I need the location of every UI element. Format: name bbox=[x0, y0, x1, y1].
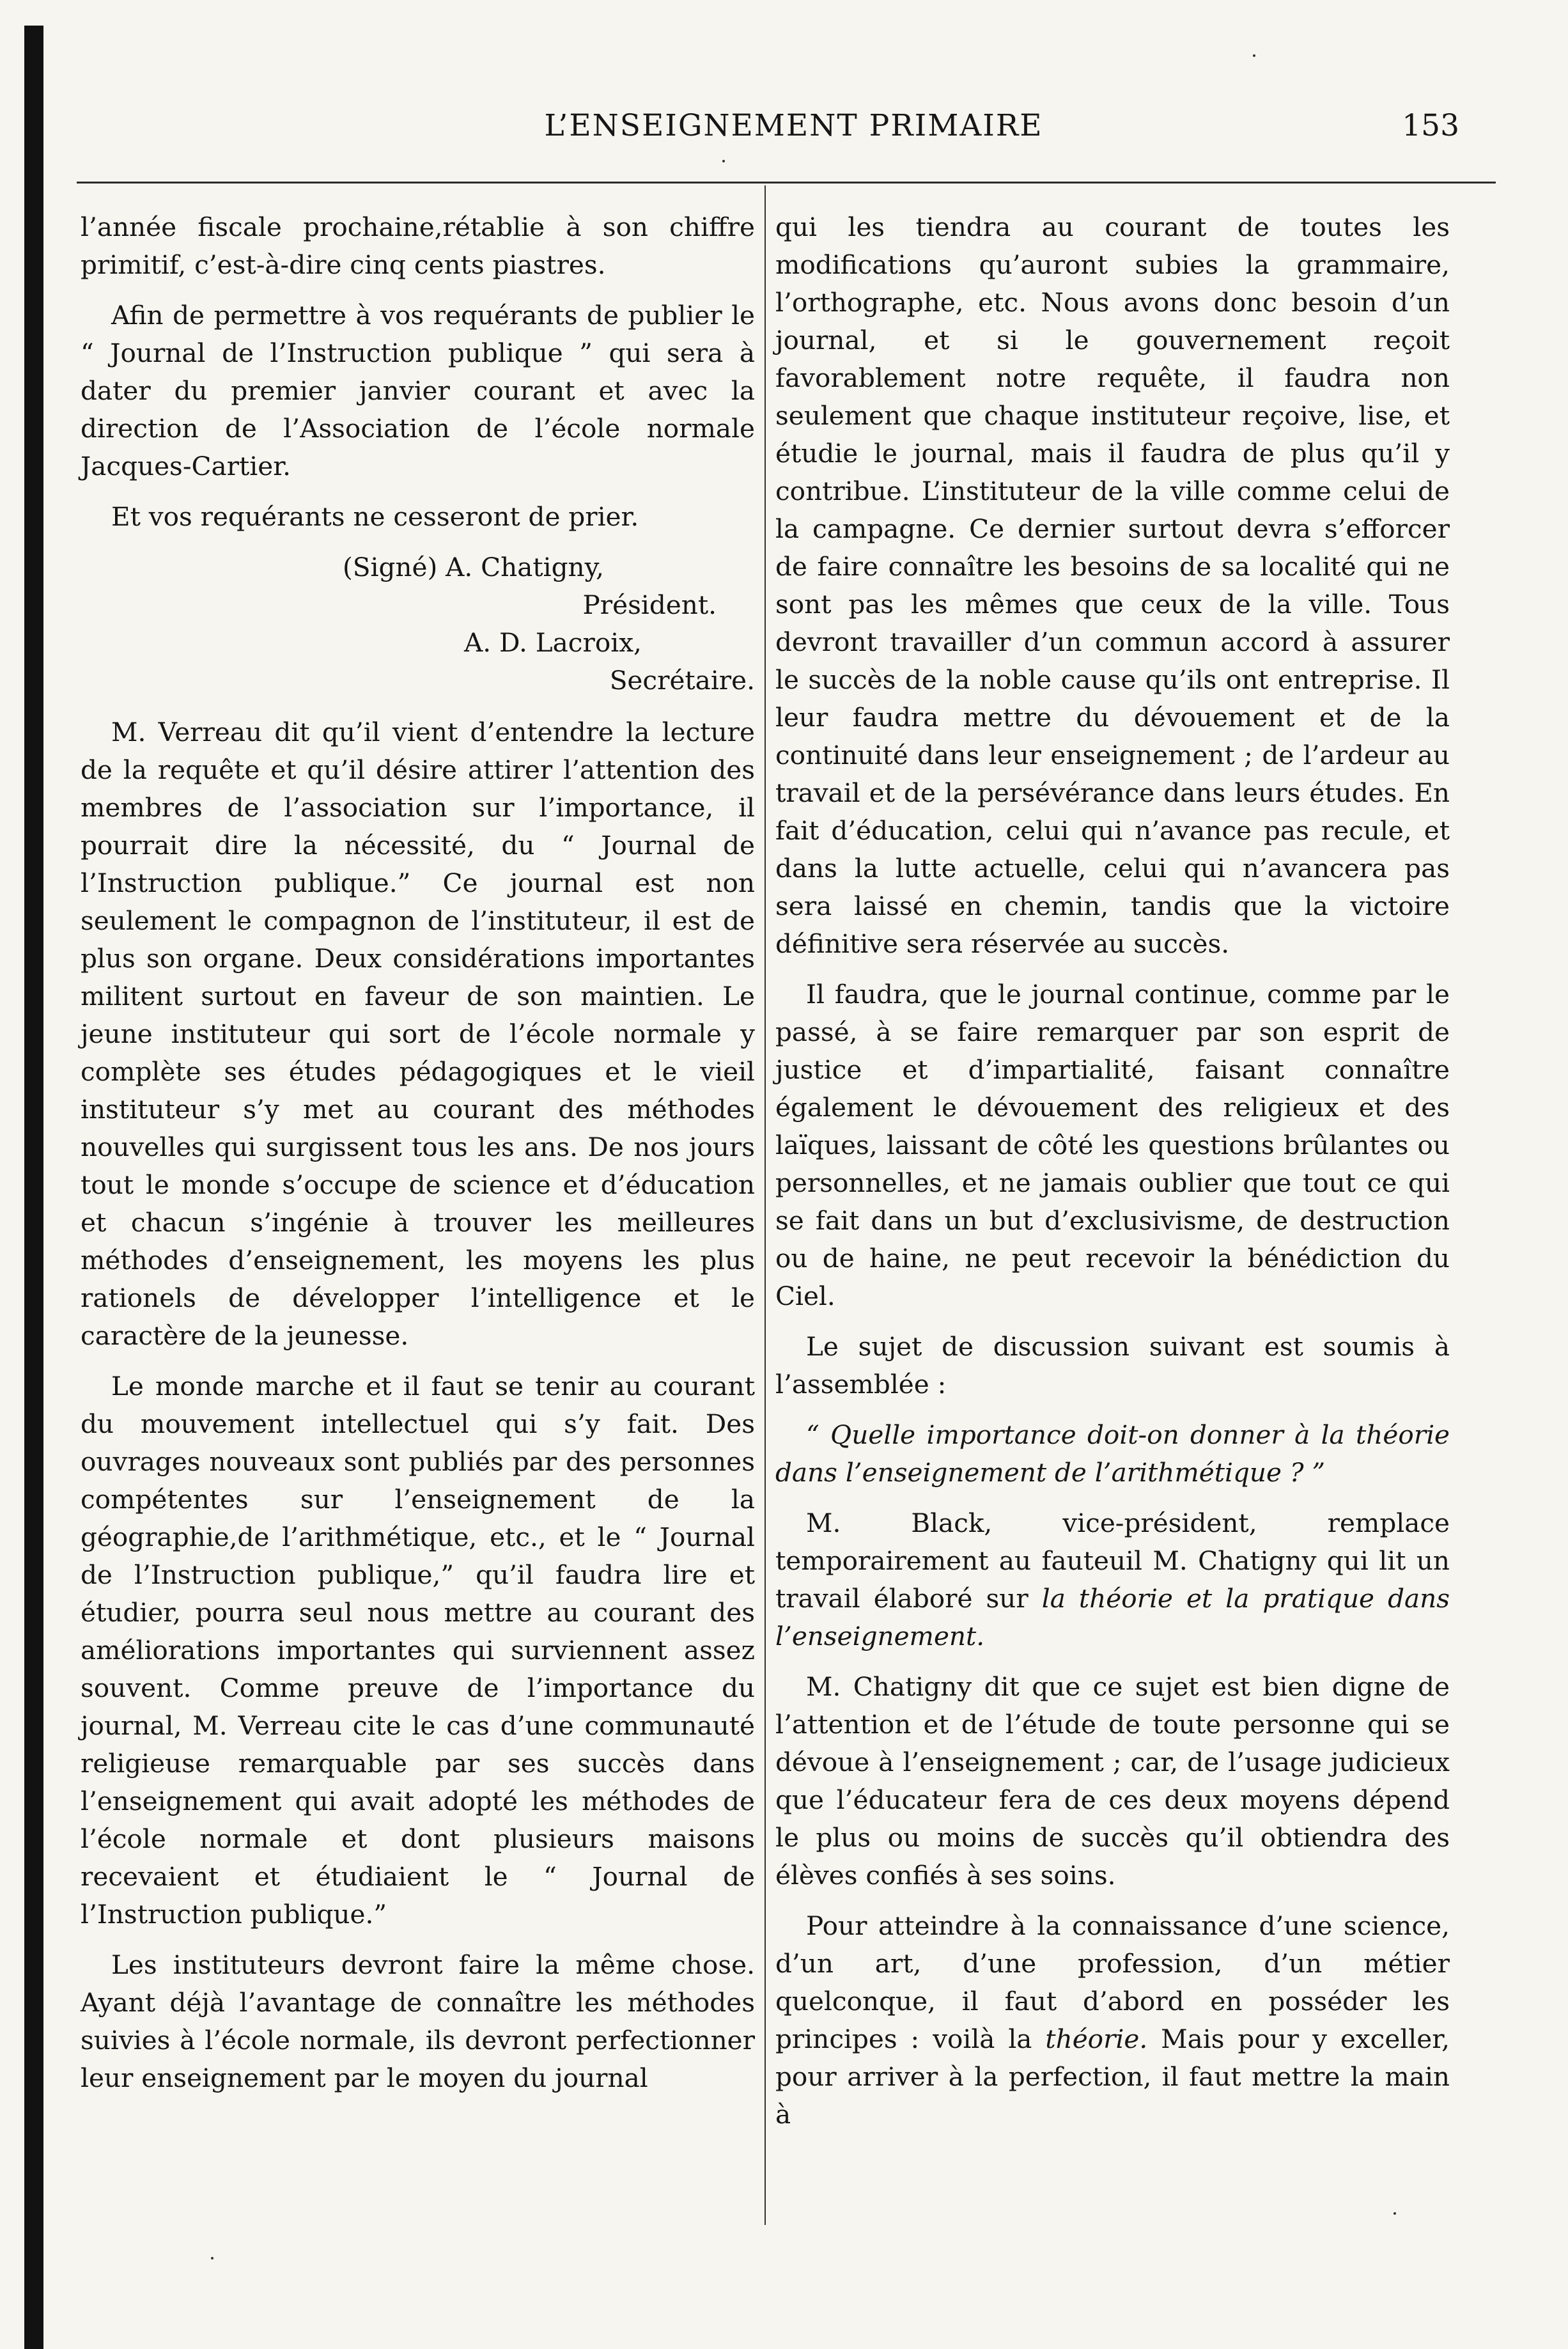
italic-run: la théorie et la pratique dans l’enseignement. bbox=[775, 1583, 1450, 1651]
paragraph: l’année fiscale prochaine,rétablie à son chiffre primitif, c’est-à-dire cinq cents piastres. bbox=[81, 212, 755, 280]
column-divider bbox=[765, 185, 766, 2225]
page-number: 153 bbox=[1402, 108, 1459, 143]
right-column bbox=[775, 208, 1450, 2146]
paragraph: Afin de permettre à vos requérants de publier le “ Journal de l’Instruction publique ” qui sera à dater du premier janvier courant et avec la direction de l’Association de l’école normale Jacques-Cartier. bbox=[81, 300, 755, 481]
text-run: M. Black, vice-président, remplace temporairement au fauteuil M. Chatigny qui lit un travail élaboré sur bbox=[775, 1508, 1450, 1614]
text-run: Mais pour y exceller, pour arriver à la perfection, il faut mettre la main à bbox=[775, 2024, 1450, 2130]
signature-title-secretaire: Secrétaire. bbox=[609, 665, 755, 696]
print-speck bbox=[1393, 2212, 1396, 2215]
paragraph: qui les tiendra au courant de toutes les modifications qu’auront subies la grammaire, l’orthographe, etc. Nous avons donc besoin d’un journal, et si le gouvernement reçoit favorablement notre requête, il faudra non seulement que chaque instituteur reçoive, lise, et étudie le journal, mais il faudra de plus qu’il y contribue. L’instituteur de la ville comme celui de la campagne. Ce dernier surtout devra s’efforcer de faire connaître les besoins de sa localité qui ne sont pas les mêmes que ceux de la ville. Tous devront travailler d’un commun accord à assurer le succès de la noble cause qu’ils ont entreprise. Il leur faudra mettre du dévouement et de la continuité dans leur enseignement ; de l’ardeur au travail et de la persévérance dans leurs études. En fait d’éducation, celui qui n’avance pas recule, et dans la lutte actuelle, celui qui n’avancera pas sera laissé en chemin, tandis que la victoire définitive sera réservée au succès. bbox=[775, 212, 1450, 959]
paragraph: Le monde marche et il faut se tenir au courant du mouvement intellectuel qui s’y fait. Des ouvrages nouveaux sont publiés par des personnes compétentes sur l’enseignement de la géographie,de l’arithmétique, etc., et le “ Journal de l’Instruction publique,” qu’il faudra lire et étudier, pourra seul nous mettre au courant des améliorations importantes qui surviennent assez souvent. Comme preuve de l’importance du journal, M. Verreau cite le cas d’une communauté religieuse remarquable par ses succès dans l’enseignement qui avait adopté les méthodes de l’école normale et dont plusieurs maisons recevaient et étudiaient le “ Journal de l’Instruction publique.” bbox=[81, 1371, 755, 1930]
paragraph: M. Chatigny dit que ce sujet est bien digne de l’attention et de l’étude de toute personne qui se dévoue à l’enseignement ; car, de l’usage judicieux que l’éducateur fera de ces deux moyens dépend le plus ou moins de succès qu’il obtiendra des élèves confiés à ses soins. bbox=[775, 1671, 1450, 1891]
signature-line-lacroix: A. D. Lacroix, bbox=[464, 627, 642, 658]
discussion-question: “ Quelle importance doit-on donner à la théorie dans l’enseignement de l’arithmétique ? ” bbox=[775, 1419, 1450, 1488]
signature-line-chatigny: (Signé) A. Chatigny, bbox=[343, 552, 604, 582]
running-title: L’ENSEIGNEMENT PRIMAIRE bbox=[544, 108, 1043, 143]
paragraph bbox=[775, 1907, 1450, 2134]
paragraph: M. Verreau dit qu’il vient d’entendre la lecture de la requête et qu’il désire attirer l’attention des membres de l’association sur l’importance, il pourrait dire la nécessité, du “ Journal de l’Instruction publique.” Ce journal est non seulement le compagnon de l’instituteur, il est de plus son organe. Deux considérations importantes militent surtout en faveur de son maintien. Le jeune instituteur qui sort de l’école normale y complète ses études pédagogiques et le vieil instituteur s’y met au courant des méthodes nouvelles qui surgissent tous les ans. De nos jours tout le monde s’occupe de science et d’éducation et chacun s’ingénie à trouver les meilleures méthodes d’enseignement, les moyens les plus rationels de développer l’intelligence et le caractère de la jeunesse. bbox=[81, 717, 755, 1351]
header-rule bbox=[77, 182, 1496, 183]
print-speck bbox=[722, 160, 725, 162]
page-spine-shadow bbox=[24, 26, 43, 2349]
left-column bbox=[81, 208, 755, 2110]
paragraph: Les instituteurs devront faire la même chose. Ayant déjà l’avantage de connaître les méthodes suivies à l’école normale, ils devront perfectionner leur enseignement par le moyen du journal bbox=[81, 1949, 755, 2093]
signature-block bbox=[81, 549, 755, 699]
paragraph: Il faudra, que le journal continue, comme par le passé, à se faire remarquer par son esprit de justice et d’impartialité, faisant connaître également le dévouement des religieux et des laïques, laissant de côté les questions brûlantes ou personnelles, et ne jamais oublier que tout ce qui se fait dans un but d’exclusivisme, de destruction ou de haine, ne peut recevoir la bénédiction du Ciel. bbox=[775, 979, 1450, 1311]
italic-run: théorie. bbox=[1045, 2024, 1148, 2054]
paragraph: Et vos requérants ne cesseront de prier. bbox=[111, 501, 639, 532]
page-header bbox=[96, 104, 1491, 155]
text-run: Pour atteindre à la connaissance d’une science, d’un art, d’une profession, d’un métier quelconque, il faut d’abord en posséder les principes : voilà la bbox=[775, 1910, 1450, 2054]
print-speck bbox=[1253, 54, 1255, 57]
print-speck bbox=[211, 2257, 213, 2259]
paragraph bbox=[775, 1504, 1450, 1655]
signature-title-president: Président. bbox=[582, 589, 717, 620]
paragraph: Le sujet de discussion suivant est soumis à l’assemblée : bbox=[775, 1331, 1450, 1400]
